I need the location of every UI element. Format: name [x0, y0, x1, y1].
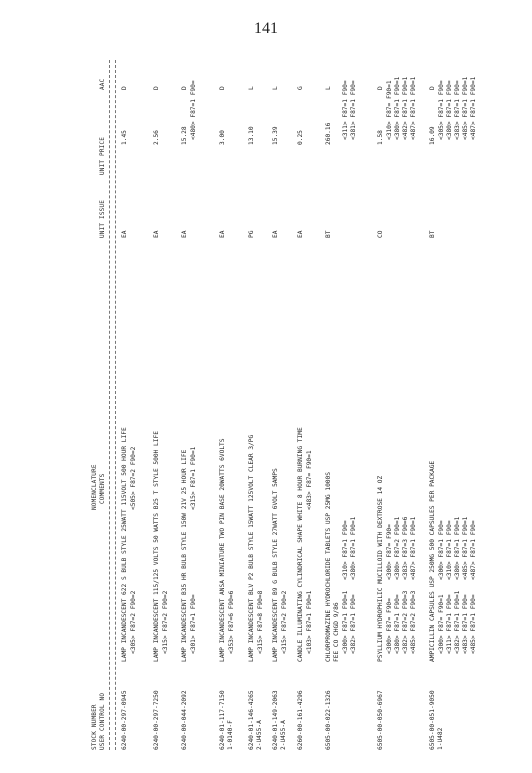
- header-unit-issue: UNIT ISSUE: [99, 199, 106, 238]
- code-entry: <383> F87=1 F90=: [454, 80, 461, 140]
- code-entry: <382> F87=2 F90=3: [402, 590, 409, 654]
- code-entry: <311> F87=1 F90=: [342, 80, 349, 140]
- unit-issue: EA: [272, 230, 279, 238]
- stock-number: 6240-01-117-7150: [219, 690, 226, 750]
- nomenclature: LAMP INCANDESCENT BLV P2 BULB STYLE 15WATT 125VOLT CLEAR 3/PG: [248, 434, 255, 662]
- stock-number: 6240-00-044-2092: [181, 690, 188, 750]
- code-entry: <310> F87= F90=1: [386, 80, 393, 140]
- code-entry: <483> F87=1 F90=: [462, 594, 469, 654]
- header-rule: [109, 60, 110, 750]
- code-entry: <380> F87=1 F90=: [394, 594, 401, 654]
- nomenclature: PSYLLIUM HYDROPHILIC MUCILLOID WITH DEXTROSE 14 OZ: [377, 475, 384, 662]
- comment-line: FEE CO CHGD 9/86: [333, 602, 340, 662]
- code-entry: <300> F87=1 F90=: [438, 520, 445, 580]
- header-stock-number: STOCK NUMBER: [91, 704, 98, 750]
- unit-price: 15.39: [272, 126, 279, 145]
- code-entry: <310> F87=1 F90=: [342, 520, 349, 580]
- unit-issue: BT: [325, 230, 332, 238]
- code-entry: <300> F87= F90=: [386, 598, 393, 654]
- aac-code: D: [181, 86, 188, 90]
- unit-issue: EA: [153, 230, 160, 238]
- code-entry: <381> F87=1 F90=: [350, 80, 357, 140]
- stock-number: 6505-00-022-1326: [325, 690, 332, 750]
- code-entry: <311> F87=1 F90=: [446, 594, 453, 654]
- code-entry: <382> F87=1 F90=: [350, 594, 357, 654]
- code-entry: <485> F87=2 F90=3: [410, 590, 417, 654]
- unit-price: 260.16: [325, 122, 332, 145]
- code-entry: <315> F87=2 F90=2: [162, 590, 169, 654]
- rotated-table: [85, 60, 477, 750]
- code-entry: <485> F87=1 F90=1: [462, 516, 469, 580]
- unit-issue: EA: [297, 230, 304, 238]
- code-entry: <380> F87=1 F90=1: [350, 516, 357, 580]
- aac-code: L: [248, 86, 255, 90]
- stock-number: 6505-00-051-9050: [429, 690, 436, 750]
- stock-number: 6260-00-161-4296: [297, 690, 304, 750]
- aac-code: D: [429, 86, 436, 90]
- code-entry: <487> F87=1 F90=1: [470, 76, 477, 140]
- user-control-no: 1-U482: [437, 727, 444, 750]
- code-entry: <315> F87=8 F90=8: [257, 590, 264, 654]
- unit-price: 1.58: [377, 130, 384, 145]
- unit-price: 16.09: [429, 126, 436, 145]
- aac-code: L: [272, 86, 279, 90]
- code-entry: <480> F87=1 F90=: [190, 80, 197, 140]
- stock-number: 6240-00-297-7250: [153, 690, 160, 750]
- aac-code: D: [377, 86, 384, 90]
- page-number: 141: [254, 20, 278, 37]
- nomenclature: LAMP INCANDESCENT 115/125 VOLTS 50 WATTS B25 T STYLE 500H LIFE: [153, 431, 160, 662]
- code-entry: <103> F87=1 F90=1: [306, 590, 313, 654]
- code-entry: <305> F87=2 F90=2: [130, 590, 137, 654]
- code-entry: <380> F87=1 F90=: [446, 80, 453, 140]
- unit-issue: BT: [429, 230, 436, 238]
- unit-price: 3.00: [219, 130, 226, 145]
- code-entry: <485> F87=1 F90=: [470, 594, 477, 654]
- unit-issue: PG: [248, 230, 255, 238]
- code-entry: <310> F87=1 F90=: [446, 520, 453, 580]
- header-nomenclature: NOMENCLATURE: [91, 464, 98, 510]
- code-entry: <382> F87=1 F90=1: [454, 590, 461, 654]
- code-entry: <300> F87= F90=1: [438, 594, 445, 654]
- stock-number: 6240-01-146-4265: [248, 690, 255, 750]
- unit-price: 0.25: [297, 130, 304, 145]
- nomenclature: AMPICILLIN CAPSULES USP 250MG 500 CAPSULES PER PACKAGE: [429, 460, 436, 662]
- code-entry: <300> F87= F90=: [386, 524, 393, 580]
- nomenclature: LAMP INCANDESCENT 622 S BULB STYLE 25WATT 115VOLT 500 HOUR LIFE: [121, 427, 128, 662]
- unit-price: 1.45: [121, 130, 128, 145]
- code-entry: <487> F87=1 F90=: [470, 520, 477, 580]
- header-comments: COMMENTS: [99, 473, 106, 504]
- code-entry: <315> F87=1 F90=1: [190, 446, 197, 510]
- user-control-no: 2-U455-A: [256, 720, 263, 750]
- aac-code: L: [325, 86, 332, 90]
- nomenclature: CHLORPROMAZINE HYDROCHLORIDE TABLETS USP 25MG 1000S: [325, 472, 332, 662]
- code-entry: <300> F87=1 F90=1: [342, 590, 349, 654]
- code-entry: <315> F87=2 F90=2: [281, 590, 288, 654]
- header-user-control-no: USER CONTROL NO: [99, 692, 106, 750]
- code-entry: <380> F87=1 F90=1: [394, 76, 401, 140]
- nomenclature: CANDLE ILLUMINATING CYLINDRICAL SHAPE WHITE 8 HOUR BURNING TIME: [297, 427, 304, 662]
- aac-code: D: [121, 86, 128, 90]
- code-entry: <305> F87=1 F90=: [438, 80, 445, 140]
- header-unit-price: UNIT PRICE: [99, 136, 106, 175]
- code-entry: <482> F87=1 F90=1: [402, 76, 409, 140]
- unit-price: 15.28: [181, 126, 188, 145]
- aac-code: G: [297, 86, 304, 90]
- unit-issue: EA: [121, 230, 128, 238]
- aac-code: D: [219, 86, 226, 90]
- header-aac: AAC: [99, 78, 106, 90]
- code-entry: <487> F87=1 F90=1: [410, 516, 417, 580]
- code-entry: <505> F87=2 F90=2: [130, 446, 137, 510]
- code-entry: <353> F87=6 F90=6: [228, 590, 235, 654]
- code-entry: <380> F87=2 F90=1: [394, 516, 401, 580]
- unit-issue: EA: [219, 230, 226, 238]
- code-entry: <383> F87=3 F90=6: [402, 516, 409, 580]
- code-entry: <380> F87=1 F90=1: [454, 516, 461, 580]
- stock-number: 6240-00-297-0945: [121, 690, 128, 750]
- user-control-no: 1-0140-F: [227, 720, 234, 750]
- nomenclature: LAMP INCANDESCENT B35 HR BULB STYLE 150W 21V 25 HOUR LIFE: [181, 449, 188, 662]
- code-entry: <301> F87=1 F90=: [190, 594, 197, 654]
- unit-price: 13.10: [248, 126, 255, 145]
- unit-price: 2.56: [153, 130, 160, 145]
- header-rule-2: [115, 60, 116, 750]
- stock-number: 6240-01-149-2063: [272, 690, 279, 750]
- unit-issue: CO: [377, 230, 384, 238]
- code-entry: <483> F87= F90=1: [306, 450, 313, 510]
- code-entry: <487> F87=1 F90=1: [410, 76, 417, 140]
- code-entry: <485> F87=1 F90=1: [462, 76, 469, 140]
- nomenclature: LAMP INCANDESCENT ANSA MINIATURE TWO PIN BASE 20WATTS 6VOLTS: [219, 438, 226, 662]
- stock-number: 6505-00-050-6967: [377, 690, 384, 750]
- unit-issue: EA: [181, 230, 188, 238]
- user-control-no: 2-U455-A: [280, 720, 287, 750]
- nomenclature: LAMP INCANDESCENT B9 G BULB STYLE 27WATT 6VOLT 5AMPS: [272, 468, 279, 662]
- table-header: [85, 60, 125, 750]
- aac-code: D: [153, 86, 160, 90]
